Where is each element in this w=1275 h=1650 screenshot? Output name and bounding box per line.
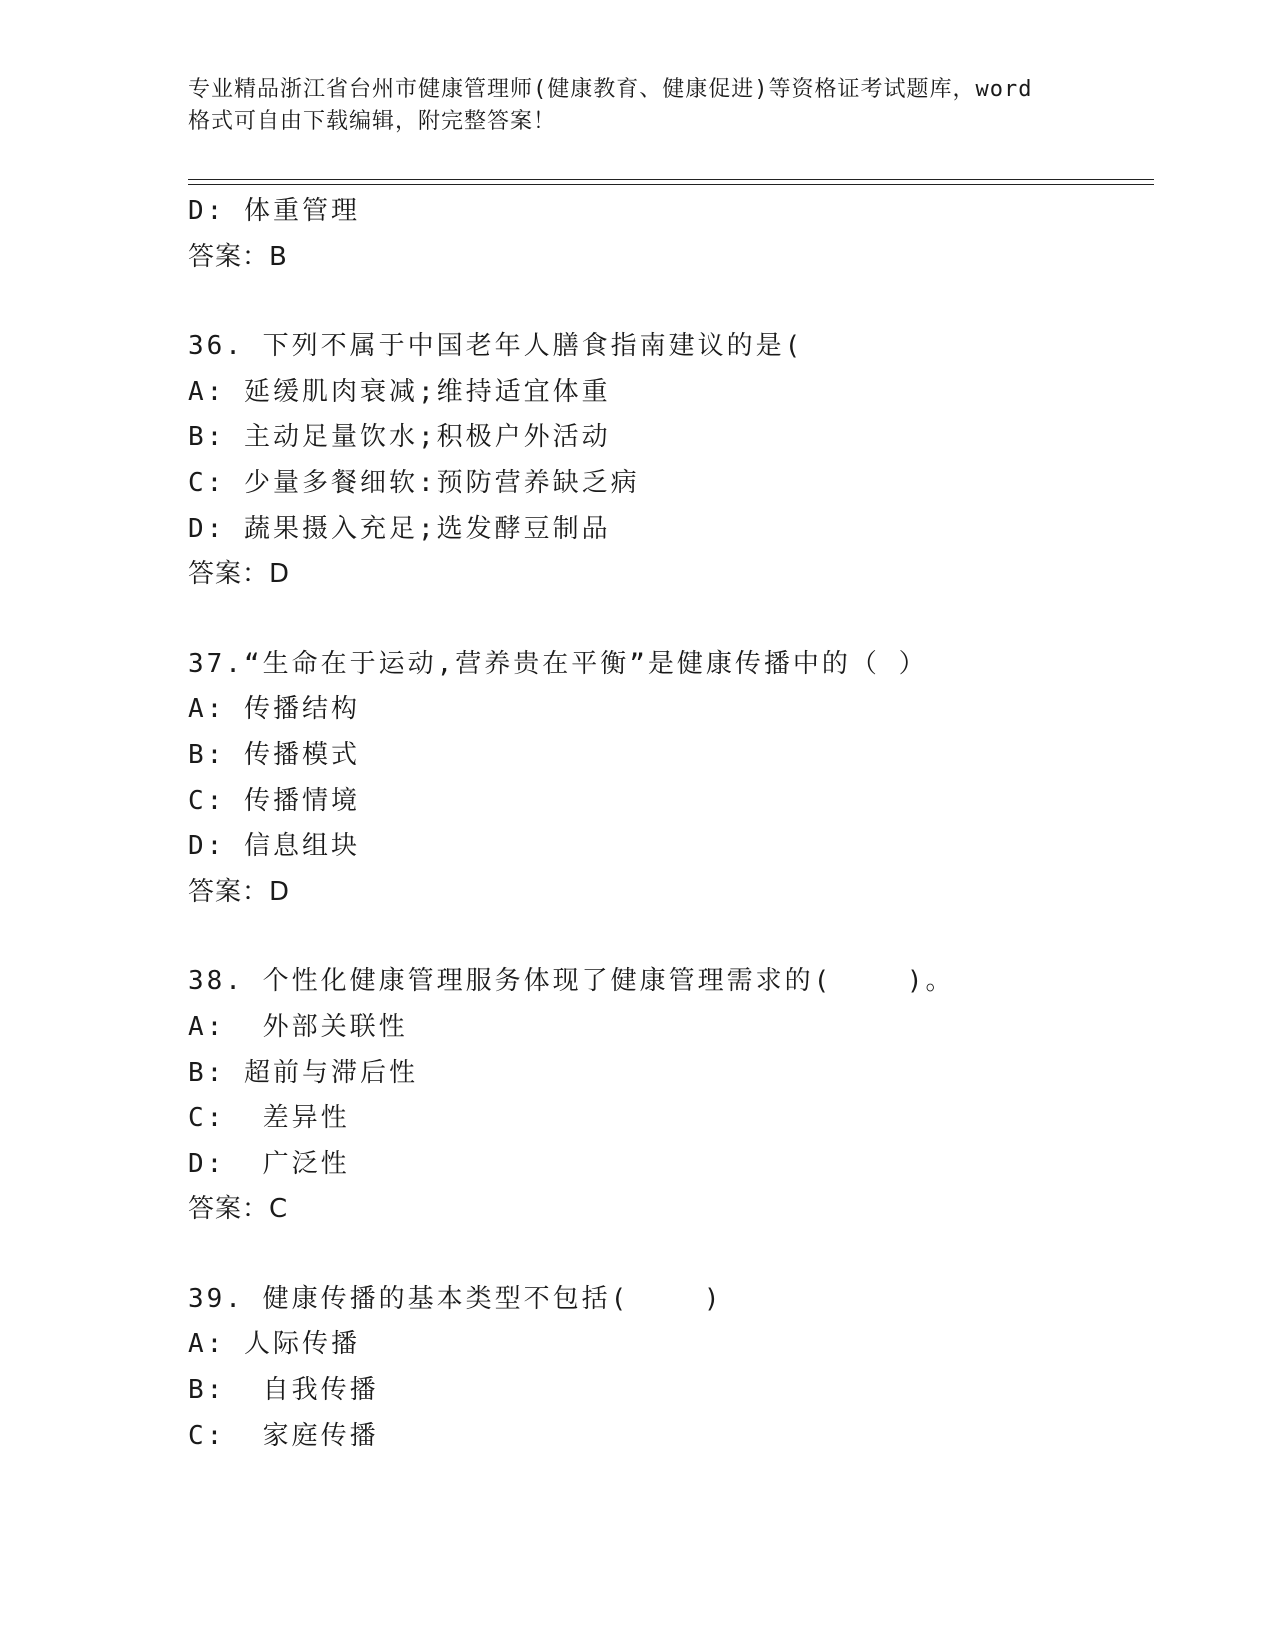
option-c: C: 传播情境: [188, 785, 360, 816]
option-c: C: 差异性: [188, 1103, 350, 1134]
option-b: B: 传播模式: [188, 739, 360, 770]
answer: 答案：D: [188, 559, 291, 590]
option-d: D: 广泛性: [188, 1148, 350, 1179]
header-line-1: 专业精品浙江省台州市健康管理师(健康教育、健康促进)等资格证考试题库，word: [188, 77, 1033, 102]
option-c: C: 少量多餐细软:预防营养缺乏病: [188, 467, 640, 498]
option-b: B: 主动足量饮水;积极户外活动: [188, 422, 611, 453]
header-line-2: 格式可自由下载编辑，附完整答案！: [188, 109, 557, 134]
prev-option-d: D: 体重管理: [188, 196, 360, 226]
question-38: [188, 959, 1154, 1233]
option-b: B: 自我传播: [188, 1375, 379, 1406]
question-stem: 39. 健康传播的基本类型不包括( ): [188, 1283, 723, 1314]
option-d: D: 信息组块: [188, 831, 360, 862]
option-b: B: 超前与滞后性: [188, 1057, 418, 1088]
option-c: C: 家庭传播: [188, 1420, 379, 1451]
question-37: [188, 642, 1154, 916]
answer: 答案：D: [188, 876, 291, 907]
option-d: D: 蔬果摄入充足;选发酵豆制品: [188, 513, 611, 544]
question-content: [188, 189, 1154, 1459]
option-a: A: 延缓肌肉衰减;维持适宜体重: [188, 376, 611, 407]
header-divider-top: [188, 179, 1154, 180]
option-a: A: 外部关联性: [188, 1011, 408, 1042]
header-divider-bottom: [188, 184, 1154, 185]
option-a: A: 人际传播: [188, 1329, 360, 1360]
question-stem: 38. 个性化健康管理服务体现了健康管理需求的( )。: [188, 966, 955, 997]
answer: 答案：C: [188, 1194, 289, 1225]
question-stem: 36. 下列不属于中国老年人膳食指南建议的是(: [188, 331, 804, 362]
document-header: [188, 74, 1088, 138]
question-stem: 37.“生命在于运动,营养贵在平衡”是健康传播中的（ ）: [188, 648, 928, 679]
question-36: [188, 324, 1154, 598]
prev-answer: 答案：B: [188, 241, 288, 272]
option-a: A: 传播结构: [188, 694, 360, 725]
question-39: [188, 1277, 1154, 1459]
